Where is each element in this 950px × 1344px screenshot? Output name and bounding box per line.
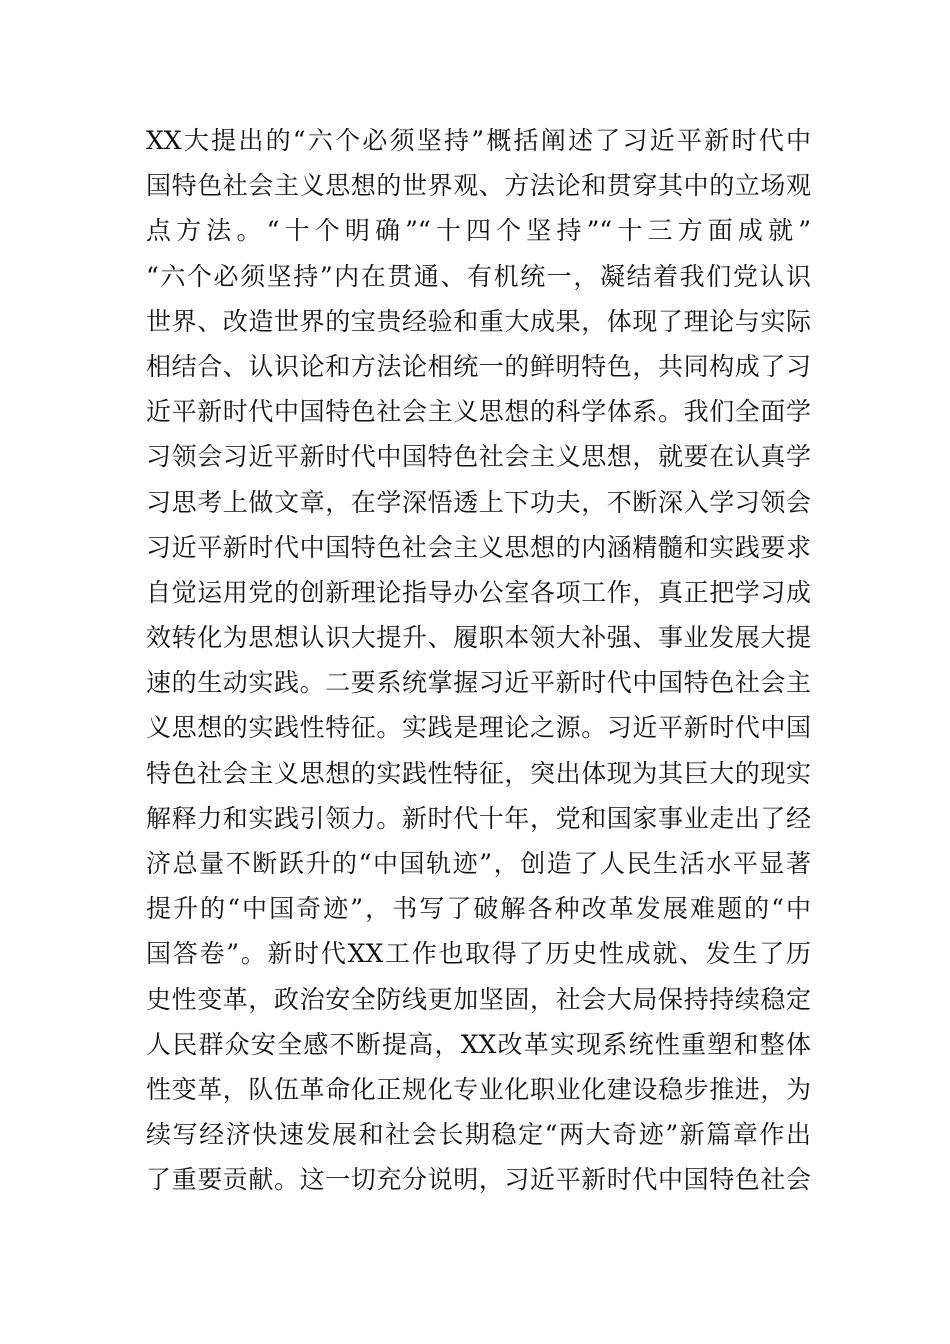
text-line: 史性变革，政治安全防线更加坚固，社会大局保持持续稳定 (146, 984, 811, 1014)
text-line: 义思想的实践性特征。实践是理论之源。习近平新时代中国 (146, 713, 811, 743)
text-line: 效转化为思想认识大提升、履职本领大补强、事业发展大提 (146, 623, 811, 653)
text-line: 国特色社会主义思想的世界观、方法论和贯穿其中的立场观 (146, 171, 811, 201)
text-line: 续写经济快速发展和社会长期稳定“两大奇迹”新篇章作出 (146, 1120, 811, 1150)
text-line: “六个必须坚持”内在贯通、有机统一，凝结着我们党认识 (146, 261, 811, 291)
text-line: 性变革，队伍革命化正规化专业化职业化建设稳步推进，为 (146, 1074, 811, 1104)
text-line: 解释力和实践引领力。新时代十年，党和国家事业走出了经 (146, 803, 811, 833)
text-line: 点方法。“十个明确”“十四个坚持”“十三方面成就” (146, 216, 811, 246)
text-line: 济总量不断跃升的“中国轨迹”，创造了人民生活水平显著 (146, 849, 811, 878)
body-text (146, 118, 811, 1203)
text-line: 习领会习近平新时代中国特色社会主义思想，就要在认真学 (146, 442, 811, 472)
text-line: 了重要贡献。这一切充分说明，习近平新时代中国特色社会 (146, 1165, 811, 1195)
text-line: 提升的“中国奇迹”，书写了破解各种改革发展难题的“中 (146, 894, 811, 924)
text-line: 速的生动实践。二要系统掌握习近平新时代中国特色社会主 (146, 668, 811, 698)
text-line: 相结合、认识论和方法论相统一的鲜明特色，共同构成了习 (146, 351, 811, 381)
text-line: 世界、改造世界的宝贵经验和重大成果，体现了理论与实际 (146, 306, 811, 336)
text-line: 自觉运用党的创新理论指导办公室各项工作，真正把学习成 (146, 577, 811, 607)
text-line: 特色社会主义思想的实践性特征，突出体现为其巨大的现实 (146, 758, 811, 788)
text-line: 习近平新时代中国特色社会主义思想的内涵精髓和实践要求 (146, 532, 811, 562)
text-line: 人民群众安全感不断提高，XX改革实现系统性重塑和整体 (146, 1029, 811, 1059)
text-line: XX大提出的“六个必须坚持”概括阐述了习近平新时代中 (146, 126, 811, 155)
text-line: 近平新时代中国特色社会主义思想的科学体系。我们全面学 (146, 397, 811, 427)
text-line: 习思考上做文章，在学深悟透上下功夫，不断深入学习领会 (146, 487, 811, 517)
text-line: 国答卷”。新时代XX工作也取得了历史性成就、发生了历 (146, 939, 811, 969)
